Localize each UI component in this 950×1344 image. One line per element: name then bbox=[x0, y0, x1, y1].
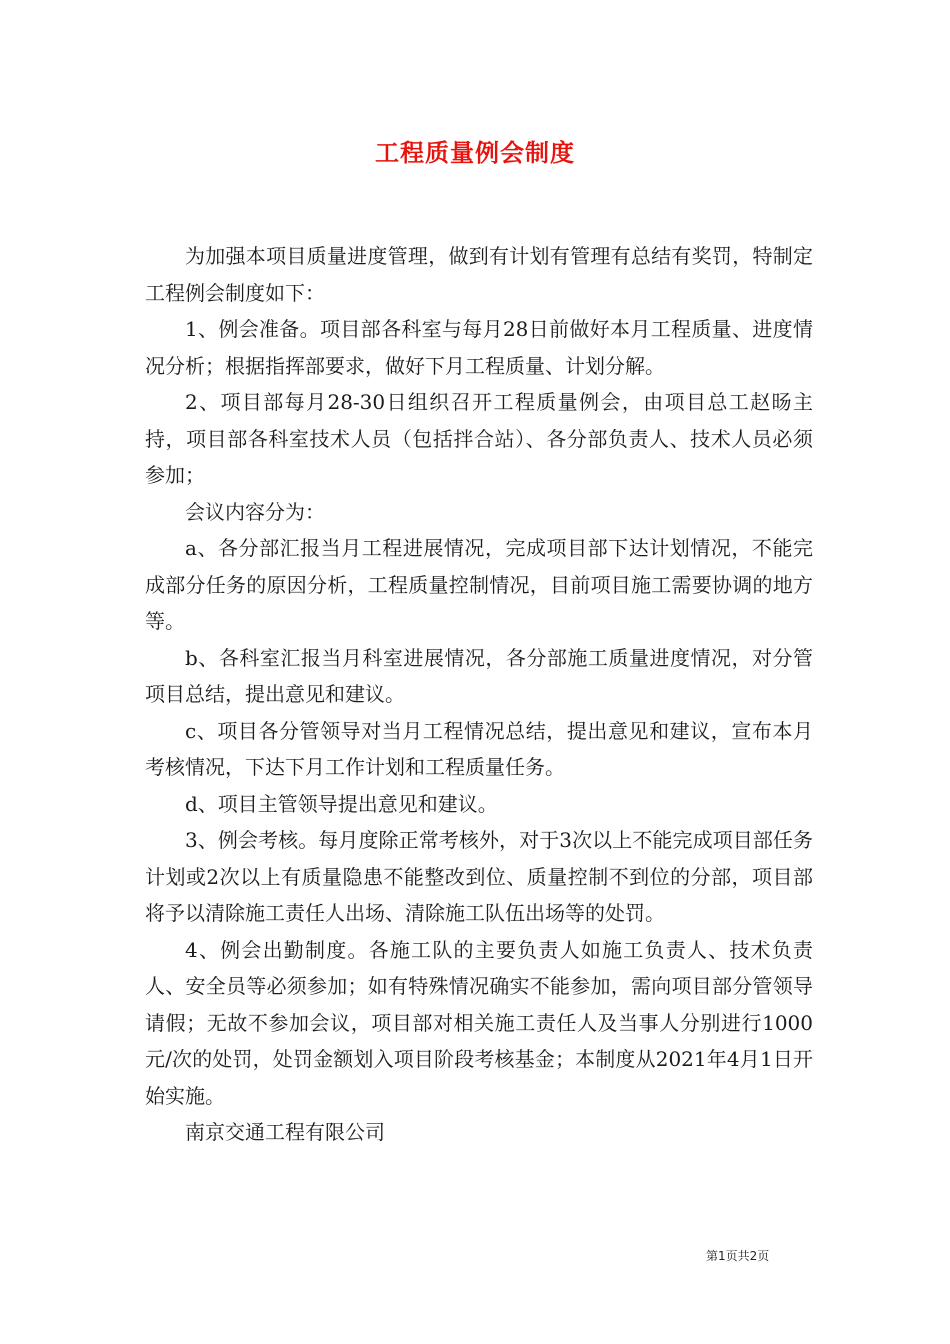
item-2-paragraph: 2、项目部每月28-30日组织召开工程质量例会，由项目总工赵旸主持，项目部各科室技术人员（包括拌合站）、各分部负责人、技术人员必须参加； bbox=[145, 390, 813, 487]
page-number: 第1页共2页 bbox=[706, 1249, 770, 1263]
item-d-paragraph: d、项目主管领导提出意见和建议。 bbox=[185, 791, 498, 816]
item-4-paragraph: 4、例会出勤制度。各施工队的主要负责人如施工负责人、技术负责人、安全员等必须参加；如有特殊情况确实不能参加，需向项目部分管领导请假；无故不参加会议，项目部对相关施工责任人及当事人分别进行1000元/次的处罚，处罚金额划入项目阶段考核基金；本制度从2021年4月1日开始实施。 bbox=[145, 937, 813, 1108]
item-b-paragraph: b、各科室汇报当月科室进展情况，各分部施工质量进度情况，对分管项目总结，提出意见和建议。 bbox=[145, 645, 813, 706]
company-signature: 南京交通工程有限公司 bbox=[185, 1120, 385, 1144]
item-1-paragraph: 1、例会准备。项目部各科室与每月28日前做好本月工程质量、进度情况分析；根据指挥部要求，做好下月工程质量、计划分解。 bbox=[145, 317, 813, 378]
intro-paragraph: 为加强本项目质量进度管理，做到有计划有管理有总结有奖罚，特制定工程例会制度如下： bbox=[145, 244, 813, 305]
document-title: 工程质量例会制度 bbox=[375, 139, 575, 167]
document-body bbox=[145, 238, 813, 1151]
meeting-content-heading: 会议内容分为： bbox=[185, 499, 325, 524]
item-c-paragraph: c、项目各分管领导对当月工程情况总结，提出意见和建议，宣布本月考核情况，下达下月工作计划和工程质量任务。 bbox=[145, 718, 813, 779]
item-a-paragraph: a、各分部汇报当月工程进展情况，完成项目部下达计划情况，不能完成部分任务的原因分析，工程质量控制情况，目前项目施工需要协调的地方等。 bbox=[145, 536, 813, 633]
item-3-paragraph: 3、例会考核。每月度除正常考核外，对于3次以上不能完成项目部任务计划或2次以上有质量隐患不能整改到位、质量控制不到位的分部，项目部将予以清除施工责任人出场、清除施工队伍出场等的处罚。 bbox=[145, 828, 813, 925]
